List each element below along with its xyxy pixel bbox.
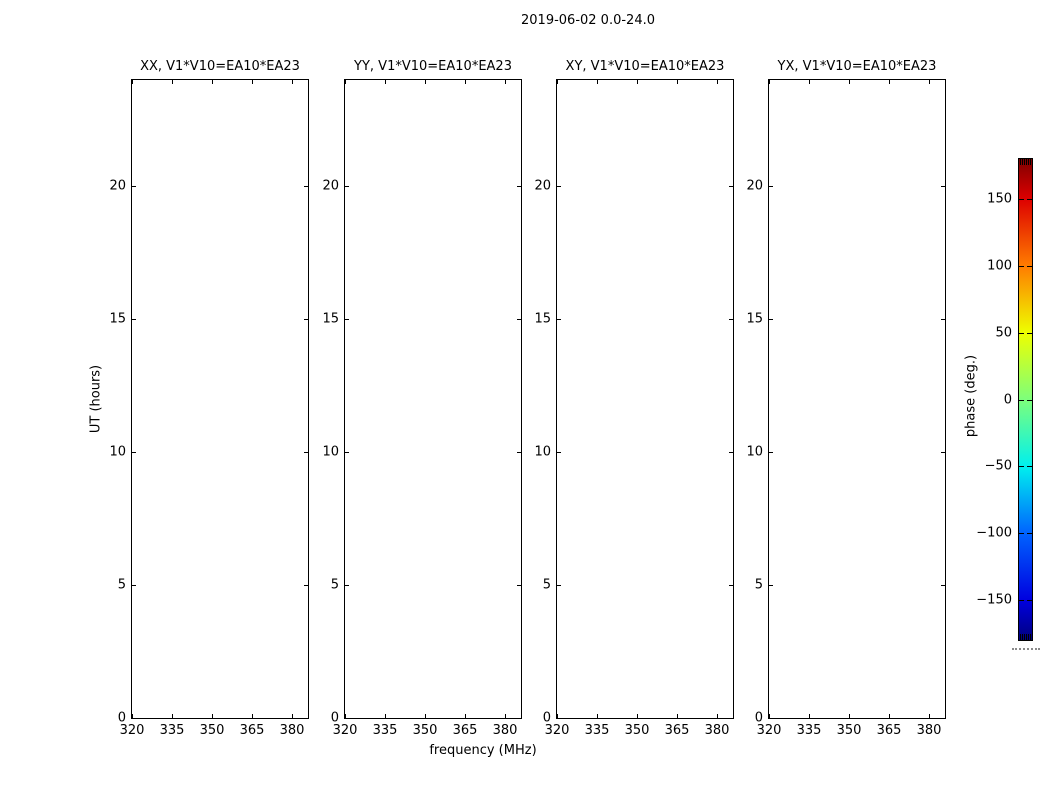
x-axis-label: frequency (MHz)	[429, 743, 537, 758]
y-axis-tick	[132, 319, 136, 320]
y-axis-label: UT (hours)	[88, 364, 104, 434]
x-axis-tick	[465, 80, 466, 84]
x-axis-tick	[717, 80, 718, 84]
x-axis-tick	[212, 714, 213, 718]
x-axis-tick-label: 335	[796, 723, 822, 738]
y-axis-tick-label: 10	[534, 444, 551, 460]
x-axis-tick	[385, 714, 386, 718]
x-axis-tick	[292, 714, 293, 718]
colorbar-end-hatch	[1030, 159, 1031, 165]
y-axis-tick-label: 0	[117, 710, 126, 726]
x-axis-tick	[769, 80, 770, 84]
y-axis-tick	[557, 319, 561, 320]
y-axis-tick-label: 10	[746, 444, 763, 460]
x-axis-tick	[637, 80, 638, 84]
subplot-yx	[746, 59, 946, 738]
y-axis-tick-label: 20	[746, 178, 763, 194]
x-axis-tick-label: 380	[279, 723, 305, 738]
y-axis-tick	[345, 186, 349, 187]
y-axis-tick	[345, 718, 349, 719]
colorbar-tick	[1027, 333, 1032, 334]
colorbar-tick	[1027, 600, 1032, 601]
x-axis-tick	[132, 80, 133, 84]
x-axis-tick	[677, 714, 678, 718]
x-axis-tick	[425, 714, 426, 718]
x-axis-tick-label: 350	[624, 723, 650, 738]
y-axis-tick-label: 0	[330, 710, 339, 726]
y-axis-tick-label: 5	[542, 577, 551, 593]
x-axis-tick	[252, 714, 253, 718]
y-axis-tick-label: 0	[542, 710, 551, 726]
x-axis-tick-label: 320	[332, 723, 358, 738]
y-axis-tick	[941, 718, 945, 719]
x-axis-tick	[425, 80, 426, 84]
x-axis-tick	[345, 80, 346, 84]
colorbar-tick	[1027, 266, 1032, 267]
y-axis-tick	[941, 452, 945, 453]
colorbar-end-hatch	[1028, 159, 1029, 165]
y-axis-tick-label: 15	[109, 311, 126, 327]
subplot-xy	[534, 59, 734, 738]
x-axis-tick	[809, 80, 810, 84]
y-axis-tick-label: 15	[746, 311, 763, 327]
x-axis-tick-label: 335	[159, 723, 185, 738]
x-axis-tick-label: 365	[452, 723, 478, 738]
x-axis-tick-label: 380	[492, 723, 518, 738]
colorbar-end-hatch	[1026, 634, 1027, 640]
colorbar-tick	[1019, 466, 1024, 467]
x-axis-tick	[252, 80, 253, 84]
x-axis-tick	[677, 80, 678, 84]
x-axis-tick-label: 380	[916, 723, 942, 738]
y-axis-tick	[941, 585, 945, 586]
colorbar-tick	[1019, 600, 1024, 601]
x-axis-tick	[809, 714, 810, 718]
figure-title: 2019-06-02 0.0-24.0	[521, 13, 655, 28]
y-axis-tick-label: 0	[754, 710, 763, 726]
colorbar	[976, 158, 1033, 641]
y-axis-tick-label: 10	[109, 444, 126, 460]
subplot-xx	[109, 59, 309, 738]
y-axis-tick	[132, 585, 136, 586]
y-axis-tick	[557, 452, 561, 453]
x-axis-tick	[597, 80, 598, 84]
colorbar-tick	[1019, 333, 1024, 334]
colorbar-tick-label: −100	[976, 525, 1012, 541]
colorbar-tick-label: 150	[987, 191, 1012, 207]
y-axis-tick	[941, 319, 945, 320]
x-axis-tick-label: 320	[544, 723, 570, 738]
colorbar-tick	[1019, 199, 1024, 200]
x-axis-tick	[292, 80, 293, 84]
y-axis-tick	[769, 319, 773, 320]
colorbar-end-hatch	[1024, 634, 1025, 640]
colorbar-tick-label: −150	[976, 592, 1012, 608]
x-axis-tick	[597, 714, 598, 718]
x-axis-tick	[172, 80, 173, 84]
subplot-title: YY, V1*V10=EA10*EA23	[354, 59, 512, 74]
y-axis-tick-label: 20	[109, 178, 126, 194]
y-axis-tick-label: 5	[330, 577, 339, 593]
x-axis-tick	[637, 714, 638, 718]
colorbar-end-hatch	[1020, 634, 1021, 640]
y-axis-tick	[345, 319, 349, 320]
colorbar-tick-label: −50	[984, 458, 1012, 474]
y-axis-tick-label: 10	[322, 444, 339, 460]
x-axis-tick	[505, 80, 506, 84]
x-axis-tick-label: 350	[199, 723, 225, 738]
x-axis-tick	[929, 714, 930, 718]
colorbar-end-hatch	[1026, 159, 1027, 165]
x-axis-tick-label: 320	[756, 723, 782, 738]
y-axis-tick-label: 5	[754, 577, 763, 593]
x-axis-tick	[505, 714, 506, 718]
x-axis-tick-label: 365	[239, 723, 265, 738]
x-axis-tick	[465, 714, 466, 718]
colorbar-end-hatch	[1022, 634, 1023, 640]
colorbar-under-dots	[1012, 648, 1040, 650]
x-axis-tick-label: 335	[584, 723, 610, 738]
x-axis-tick	[849, 714, 850, 718]
x-axis-tick-label: 365	[876, 723, 902, 738]
colorbar-end-hatch	[1020, 159, 1021, 165]
colorbar-end-hatch	[1022, 159, 1023, 165]
subplot-title: YX, V1*V10=EA10*EA23	[777, 59, 937, 74]
colorbar-tick	[1027, 400, 1032, 401]
x-axis-tick-label: 335	[372, 723, 398, 738]
y-axis-tick	[132, 718, 136, 719]
colorbar-end-hatch	[1030, 634, 1031, 640]
colorbar-tick-label: 50	[995, 325, 1012, 341]
y-axis-tick-label: 15	[534, 311, 551, 327]
x-axis-tick-label: 350	[836, 723, 862, 738]
x-axis-tick	[172, 714, 173, 718]
y-axis-tick	[769, 585, 773, 586]
x-axis-tick-label: 320	[119, 723, 145, 738]
y-axis-tick	[557, 718, 561, 719]
x-axis-tick	[717, 714, 718, 718]
y-axis-tick	[941, 186, 945, 187]
y-axis-tick	[769, 718, 773, 719]
y-axis-tick-label: 15	[322, 311, 339, 327]
x-axis-tick	[889, 80, 890, 84]
y-axis-tick-label: 20	[534, 178, 551, 194]
colorbar-tick	[1019, 533, 1024, 534]
x-axis-tick	[557, 80, 558, 84]
colorbar-tick	[1019, 400, 1024, 401]
y-axis-tick	[132, 186, 136, 187]
colorbar-end-hatch	[1028, 634, 1029, 640]
x-axis-tick-label: 380	[704, 723, 730, 738]
subplot-title: XX, V1*V10=EA10*EA23	[140, 59, 300, 74]
y-axis-tick	[345, 452, 349, 453]
x-axis-tick	[385, 80, 386, 84]
x-axis-tick	[929, 80, 930, 84]
subplot-title: XY, V1*V10=EA10*EA23	[565, 59, 725, 74]
colorbar-end-hatch	[1024, 159, 1025, 165]
colorbar-tick-label: 100	[987, 258, 1012, 274]
colorbar-tick	[1019, 266, 1024, 267]
colorbar-tick	[1027, 466, 1032, 467]
colorbar-tick-label: 0	[1003, 392, 1012, 407]
x-axis-tick-label: 350	[412, 723, 438, 738]
x-axis-tick	[212, 80, 213, 84]
colorbar-label: phase (deg.)	[963, 354, 979, 438]
y-axis-tick	[557, 585, 561, 586]
y-axis-tick	[769, 452, 773, 453]
y-axis-tick	[345, 585, 349, 586]
subplot-yy	[322, 59, 522, 738]
colorbar-tick	[1027, 199, 1032, 200]
colorbar-tick	[1027, 533, 1032, 534]
y-axis-tick	[769, 186, 773, 187]
y-axis-tick-label: 20	[322, 178, 339, 194]
x-axis-tick	[889, 714, 890, 718]
x-axis-tick	[849, 80, 850, 84]
y-axis-tick	[132, 452, 136, 453]
y-axis-tick	[557, 186, 561, 187]
x-axis-tick-label: 365	[664, 723, 690, 738]
y-axis-tick-label: 5	[117, 577, 126, 593]
